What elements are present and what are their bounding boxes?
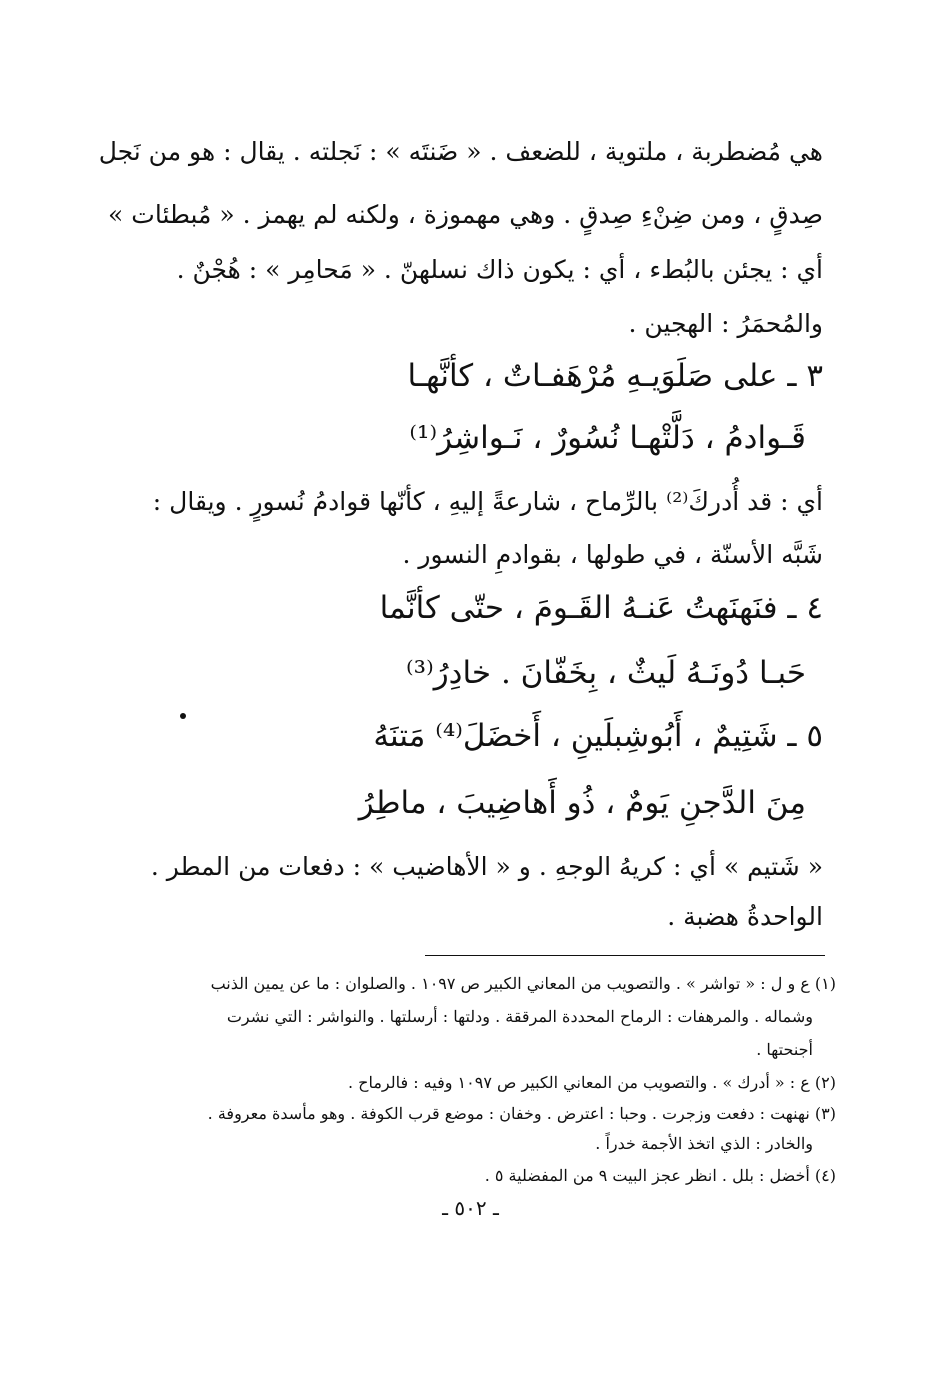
verse-3-second-hemistich: قَـوادمُ ، دَلَّتْهـا نُسُورٌ ، نَـواشِرُ⁽¹⁾: [409, 420, 806, 456]
verse-5-first-hemistich: ٥ ـ شَتِيمٌ ، أَبُوشِبلَينِ ، أَخضَلَ⁽⁴⁾ مَتنَهُ: [373, 718, 823, 754]
footnote-1-end: أجنحتها .: [756, 1040, 813, 1059]
prose-line-5: أي : قد أُدركَ⁽²⁾ بالرِّماح ، شارعةً إليهِ ، كأنّها قوادمُ نُسورٍ . ويقال :: [152, 487, 823, 516]
footnote-3: (٣) نهنهت : دفعت وزجرت . وحبا : اعترض . وخفان : موضع قرب الكوفة . وهو مأسدة معروفة .: [207, 1104, 836, 1123]
footnote-2: (٢) ع : « أدرك » . والتصويب من المعاني الكبير ص ١٠٩٧ وفيه : فالرماح .: [347, 1073, 836, 1092]
prose-line-3: أي : يجئن بالبُطء ، أي : يكون ذاك نسلهنّ . « مَحامِر » : هُجْنٌ .: [176, 255, 823, 284]
prose-line-2: صِدقٍ ، ومن ضِنْءِ صِدقٍ . وهي مهموزة ، ولكنه لم يهمز . « مُبطئات »: [108, 200, 823, 229]
verse-4-first-hemistich: ٤ ـ فنَهنَهتُ عَنـهُ القَـومَ ، حتّى كأنَّما: [379, 590, 823, 626]
footnote-1: (١) ع و ل : « تواشر » . والتصويب من المعاني الكبير ص ١٠٩٧ . والصلوان : ما عن يمين الذنب: [210, 974, 836, 993]
verse-3-first-hemistich: ٣ ـ على صَلَوَيـهِ مُرْهَفـاتٌ ، كأنَّهـا: [407, 358, 823, 394]
prose-line-6: شَبَّه الأسنّة ، في طولها ، بقوادمِ النسور .: [402, 540, 823, 569]
prose-line-4: والمُحمَرُ : الهجين .: [628, 309, 823, 338]
prose-line-1: هي مُضطربة ، ملتوية ، للضعف . « ضَنتَه » : نَجلته . يقال : هو من نَجل: [98, 137, 823, 166]
footnote-4: (٤) أخضل : بلل . انظر عجز البيت ٩ من المفضلية ٥ .: [484, 1166, 836, 1185]
footnote-separator: [425, 955, 825, 956]
verse-5-second-hemistich: مِنَ الدَّجنِ يَومٌ ، ذُو أَهاضِيبَ ، ماطِرُ: [358, 785, 806, 821]
footnote-3-continued: والخادر : الذي اتخذ الأجمة خدراً .: [595, 1134, 813, 1153]
ink-dot: [180, 713, 186, 719]
prose-line-7: « شَتيم » أي : كريهُ الوجهِ . و « الأهاضيب » : دفعات من المطر .: [150, 852, 823, 881]
verse-4-second-hemistich: حَبـا دُونَـهُ لَيثٌ ، بِخَفّانَ . خادِرُ⁽³⁾: [406, 655, 806, 691]
footnote-1-continued: وشماله . والمرهفات : الرماح المحددة المرققة . ودلتها : أرسلتها . والنواشر : التي نشرت: [226, 1007, 813, 1026]
prose-line-8: الواحدةُ هضبة .: [667, 902, 823, 931]
page-number: ـ ٥٠٢ ـ: [442, 1196, 499, 1220]
